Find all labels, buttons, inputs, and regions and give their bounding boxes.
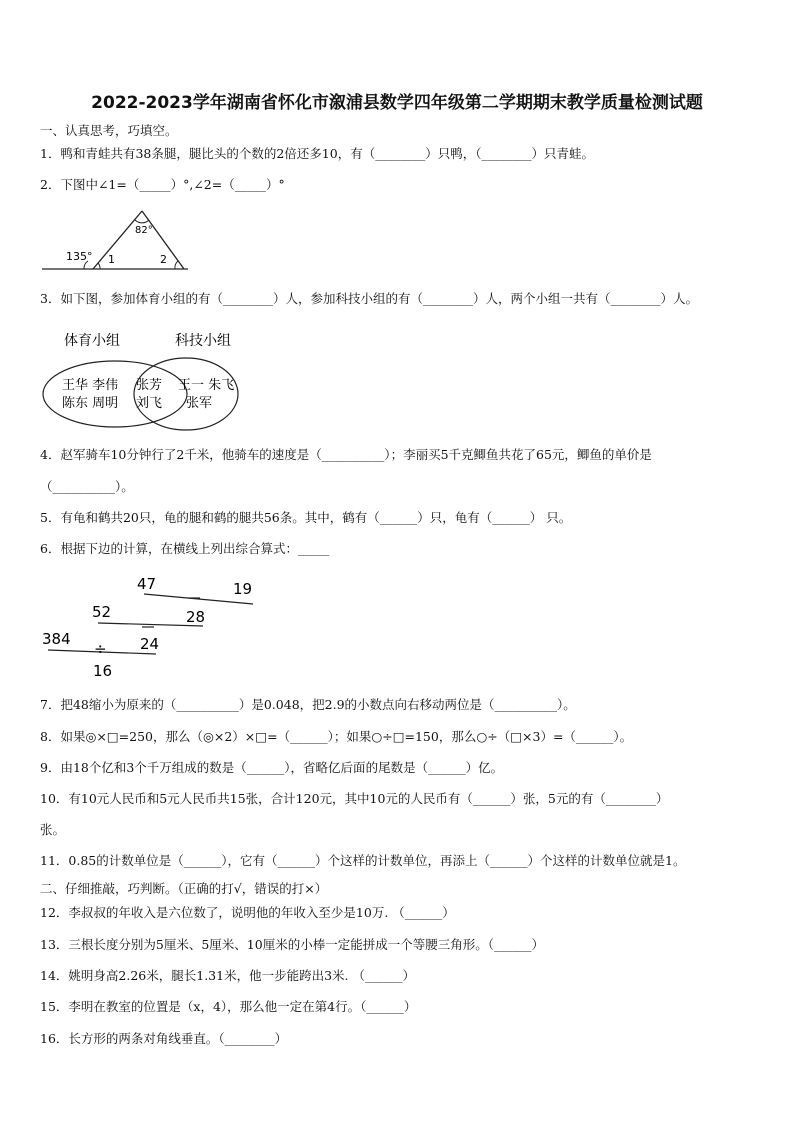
venn-left-row1: 王华 李伟	[62, 378, 119, 393]
question-11: 11．0.85的计数单位是（______），它有（______）个这样的计数单位，再添上（______）个这样的计数单位就是1。	[40, 853, 686, 868]
num-19: 19	[233, 580, 253, 598]
question-2: 2．下图中∠1=（_____）°,∠2=（_____）°	[40, 177, 285, 192]
question-4-line1: 4．赵军骑车10分钟行了2千米，他骑车的速度是（__________）；李丽买5千克鲫鱼共花了65元，鲫鱼的单价是	[40, 447, 652, 462]
venn-right-title: 科技小组	[175, 333, 231, 349]
label-82: 82°	[135, 225, 153, 236]
question-6: 6．根据下边的计算，在横线上列出综合算式：_____	[40, 541, 330, 556]
question-7: 7．把48缩小为原来的（__________）是0.048，把2.9的小数点向右移动两位是（__________）。	[40, 697, 576, 712]
divide-sign: ÷	[94, 640, 107, 658]
venn-mid-row2: 刘飞	[136, 396, 163, 411]
venn-left-title: 体育小组	[64, 333, 120, 349]
num-47: 47	[137, 575, 157, 593]
label-angle-2: 2	[160, 253, 167, 266]
question-3: 3．如下图，参加体育小组的有（________）人，参加科技小组的有（________）人，两个小组一共有（________）人。	[40, 291, 698, 306]
num-52: 52	[92, 603, 112, 621]
venn-diagram	[40, 325, 250, 435]
section-heading-fill-blank: 一、认真思考，巧填空。	[40, 123, 178, 138]
question-12: 12．李叔叔的年收入是六位数了，说明他的年收入至少是10万. （______）	[40, 905, 455, 920]
num-384: 384	[42, 630, 71, 648]
question-13: 13．三根长度分别为5厘米、5厘米、10厘米的小棒一定能拼成一个等腰三角形。（______）	[40, 937, 544, 952]
question-4-line2: （__________）。	[40, 479, 134, 494]
question-15: 15．李明在教室的位置是（x，4），那么他一定在第4行。（______）	[40, 999, 417, 1014]
label-135: 135°	[66, 250, 93, 263]
question-16: 16．长方形的两条对角线垂直。（________）	[40, 1031, 288, 1046]
section-heading-judge: 二、仔细推敲，巧判断。（正确的打√，错误的打×）	[40, 881, 328, 896]
num-28: 28	[186, 608, 206, 626]
venn-left-row2: 陈东 周明	[62, 396, 119, 411]
num-16: 16	[93, 662, 113, 680]
num-24: 24	[140, 635, 160, 653]
question-10-line2: 张。	[40, 822, 66, 837]
venn-mid-row1: 张芳	[136, 378, 163, 393]
label-angle-1: 1	[108, 253, 115, 266]
page-title: 2022-2023学年湖南省怀化市溆浦县数学四年级第二学期期末教学质量检测试题	[91, 93, 703, 113]
question-14: 14．姚明身高2.26米，腿长1.31米，他一步能跨出3米. （______）	[40, 968, 415, 983]
calculation-tree	[38, 572, 258, 682]
venn-right-row2: 张军	[186, 396, 213, 411]
venn-right-row1: 王一 朱飞	[178, 378, 235, 393]
question-5: 5．有龟和鹤共20只，龟的腿和鹤的腿共56条。其中，鹤有（______）只，龟有（______） 只。	[40, 510, 572, 525]
question-1: 1．鸭和青蛙共有38条腿，腿比头的个数的2倍还多10，有（________）只鸭，（________）只青蛙。	[40, 146, 594, 161]
triangle-figure	[38, 205, 198, 275]
question-10-line1: 10．有10元人民币和5元人民币共15张，合计120元，其中10元的人民币有（______）张，5元的有（________）	[40, 791, 669, 806]
question-9: 9．由18个亿和3个千万组成的数是（______），省略亿后面的尾数是（______）亿。	[40, 760, 504, 775]
question-8: 8．如果◎×□=250，那么（◎×2）×□=（______）；如果○÷□=150，那么○÷（□×3）=（______）。	[40, 729, 633, 744]
